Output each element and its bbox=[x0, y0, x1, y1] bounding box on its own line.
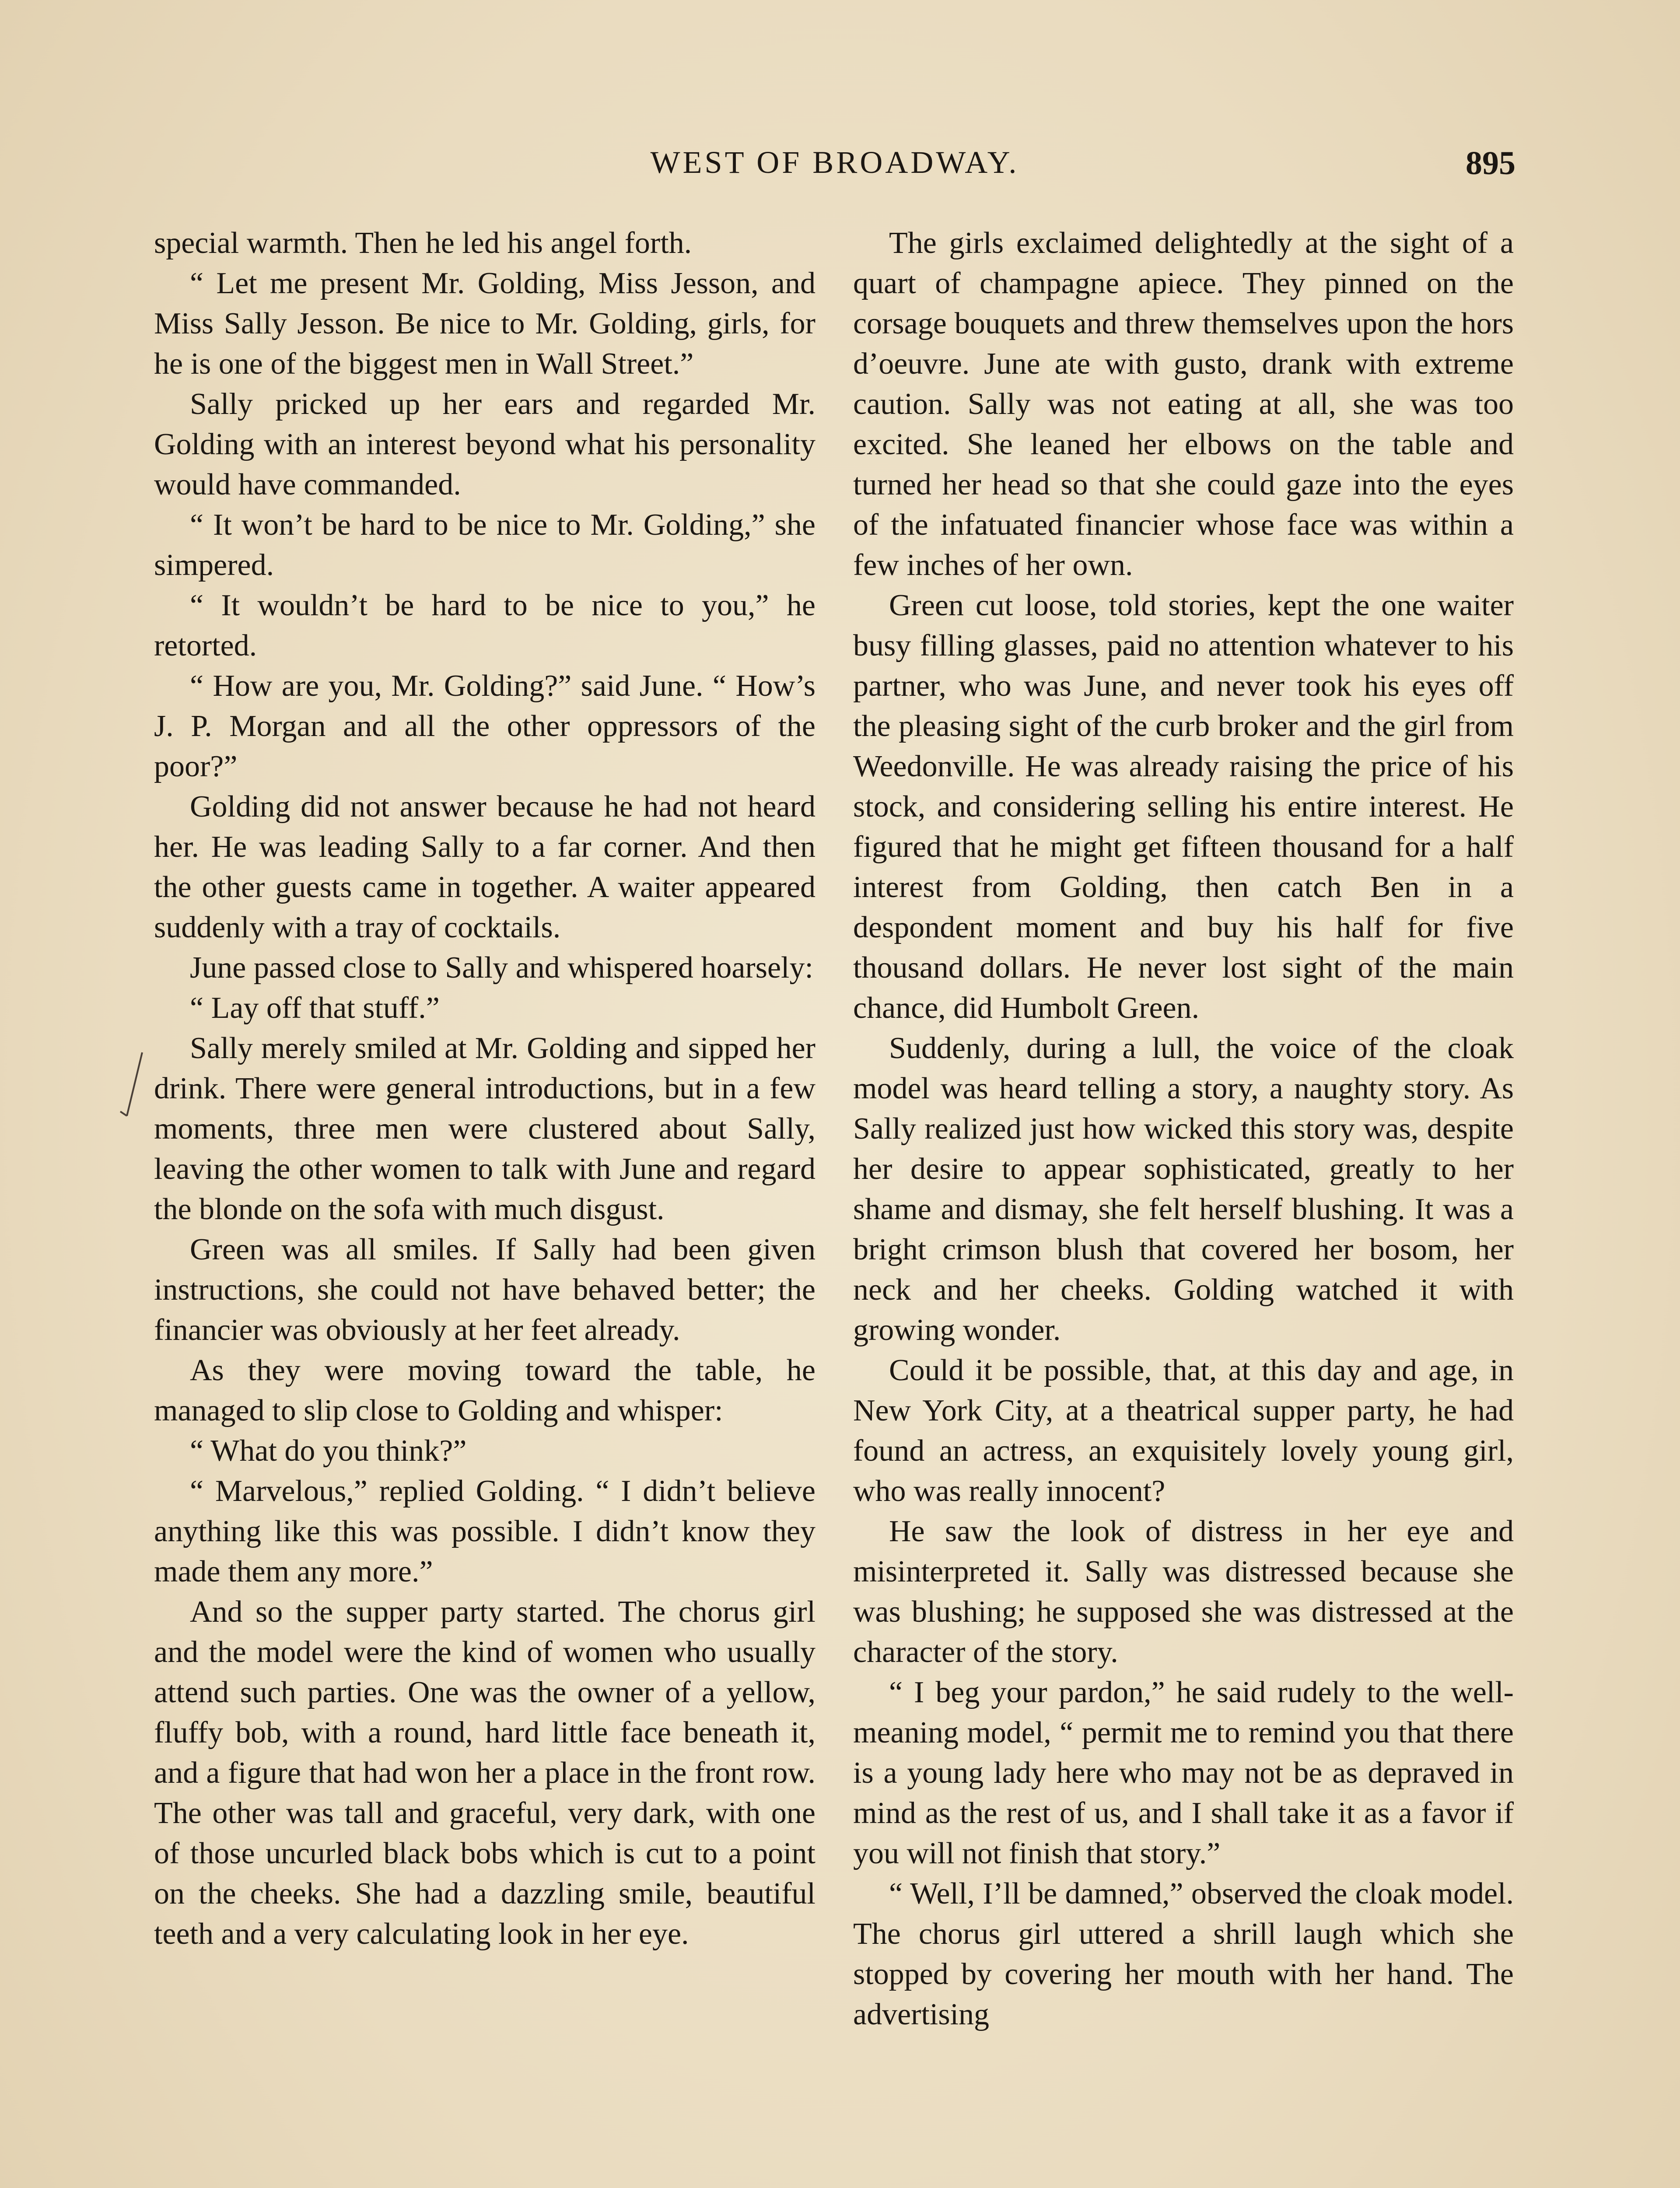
paragraph: “ It wouldn’t be hard to be nice to you,” he retorted. bbox=[154, 589, 816, 663]
paragraph: As they were moving toward the table, he managed to slip close to Golding and whisper: bbox=[154, 1353, 816, 1427]
paragraph: Sally pricked up her ears and regarded Mr. Golding with an interest beyond what his personality would have commanded. bbox=[154, 387, 816, 501]
paragraph: Golding did not answer because he had not heard her. He was leading Sally to a far corner. And then the other guests came in together. A waiter appeared suddenly with a tray of cocktails. bbox=[154, 790, 816, 944]
paragraph: He saw the look of distress in her eye and misinterpreted it. Sally was distressed because she was blushing; he supposed she was distressed at the character of the story. bbox=[853, 1515, 1514, 1669]
page-header bbox=[154, 144, 1516, 197]
paragraph: “ It won’t be hard to be nice to Mr. Golding,” she simpered. bbox=[154, 508, 816, 582]
paragraph: Green was all smiles. If Sally had been given instructions, she could not have behaved better; the financier was obviously at her feet already. bbox=[154, 1233, 816, 1347]
paragraph: The girls exclaimed delightedly at the sight of a quart of champagne apiece. They pinned on the corsage bouquets and threw themselves upon the hors d’oeuvre. June ate with gusto, drank with extreme caution. Sally was not eating at all, she was too excited. She leaned her elbows on the table and turned her head so that she could gaze into the eyes of the infatuated financier whose face was within a few inches of her own. bbox=[853, 226, 1514, 582]
paragraph: Suddenly, during a lull, the voice of the cloak model was heard telling a story, a naughty story. As Sally realized just how wicked this story was, despite her desire to appear sophisticated, greatly to her shame and dismay, she felt herself blushing. It was a bright crimson blush that covered her bosom, her neck and her cheeks. Golding watched it with growing wonder. bbox=[853, 1031, 1514, 1347]
paragraph: special warmth. Then he led his angel forth. bbox=[154, 226, 692, 260]
pencil-mark-icon bbox=[118, 1050, 149, 1138]
paragraph: And so the supper party started. The chorus girl and the model were the kind of women who usually attend such parties. One was the owner of a yellow, fluffy bob, with a round, hard little face beneath it, and a figure that had won her a place in the front row. The other was tall and graceful, very dark, with one of those uncurled black bobs which is cut to a point on the cheeks. She had a dazzling smile, beautiful teeth and a very calculating look in her eye. bbox=[154, 1595, 816, 1951]
paragraph: Could it be possible, that, at this day and age, in New York City, at a theatrical supper party, he had found an actress, an exquisitely lovely young girl, who was really innocent? bbox=[853, 1353, 1514, 1508]
paragraph: “ What do you think?” bbox=[190, 1434, 467, 1468]
paragraph: “ Let me present Mr. Golding, Miss Jesson, and Miss Sally Jesson. Be nice to Mr. Golding, girls, for he is one of the biggest men in Wall Street.” bbox=[154, 266, 816, 381]
paragraph: “ Marvelous,” replied Golding. “ I didn’t believe anything like this was possible. I didn’t know they made them any more.” bbox=[154, 1474, 816, 1588]
running-title: WEST OF BROADWAY. bbox=[650, 145, 1019, 180]
page-number: 895 bbox=[1466, 145, 1516, 182]
paragraph: “ I beg your pardon,” he said rudely to the well-meaning model, “ permit me to remind you that there is a young lady here who may not be as depraved in mind as the rest of us, and I shall take it as a favor if you will not finish that story.” bbox=[853, 1676, 1514, 1870]
paragraph: “ Lay off that stuff.” bbox=[190, 991, 440, 1025]
paragraph: June passed close to Sally and whispered hoarsely: bbox=[190, 951, 813, 985]
left-column bbox=[154, 223, 816, 2188]
paragraph: Sally merely smiled at Mr. Golding and sipped her drink. There were general introductions, but in a few moments, three men were clustered about Sally, leaving the other women to talk with June and regard the blonde on the sofa with much disgust. bbox=[154, 1031, 816, 1226]
paragraph: “ How are you, Mr. Golding?” said June. “ How’s J. P. Morgan and all the other oppressors of the poor?” bbox=[154, 669, 816, 783]
paragraph: “ Well, I’ll be damned,” observed the cloak model. The chorus girl uttered a shrill laugh which she stopped by covering her mouth with her hand. The advertising bbox=[853, 1877, 1514, 2031]
right-column bbox=[853, 223, 1514, 2188]
paragraph: Green cut loose, told stories, kept the one waiter busy filling glasses, paid no attention whatever to his partner, who was June, and never took his eyes off the pleasing sight of the curb broker and the girl from Weedonville. He was already raising the price of his stock, and considering selling his entire interest. He figured that he might get fifteen thousand for a half interest from Golding, then catch Ben in a despondent moment and buy his half for five thousand dollars. He never lost sight of the main chance, did Humbolt Green. bbox=[853, 589, 1514, 1025]
